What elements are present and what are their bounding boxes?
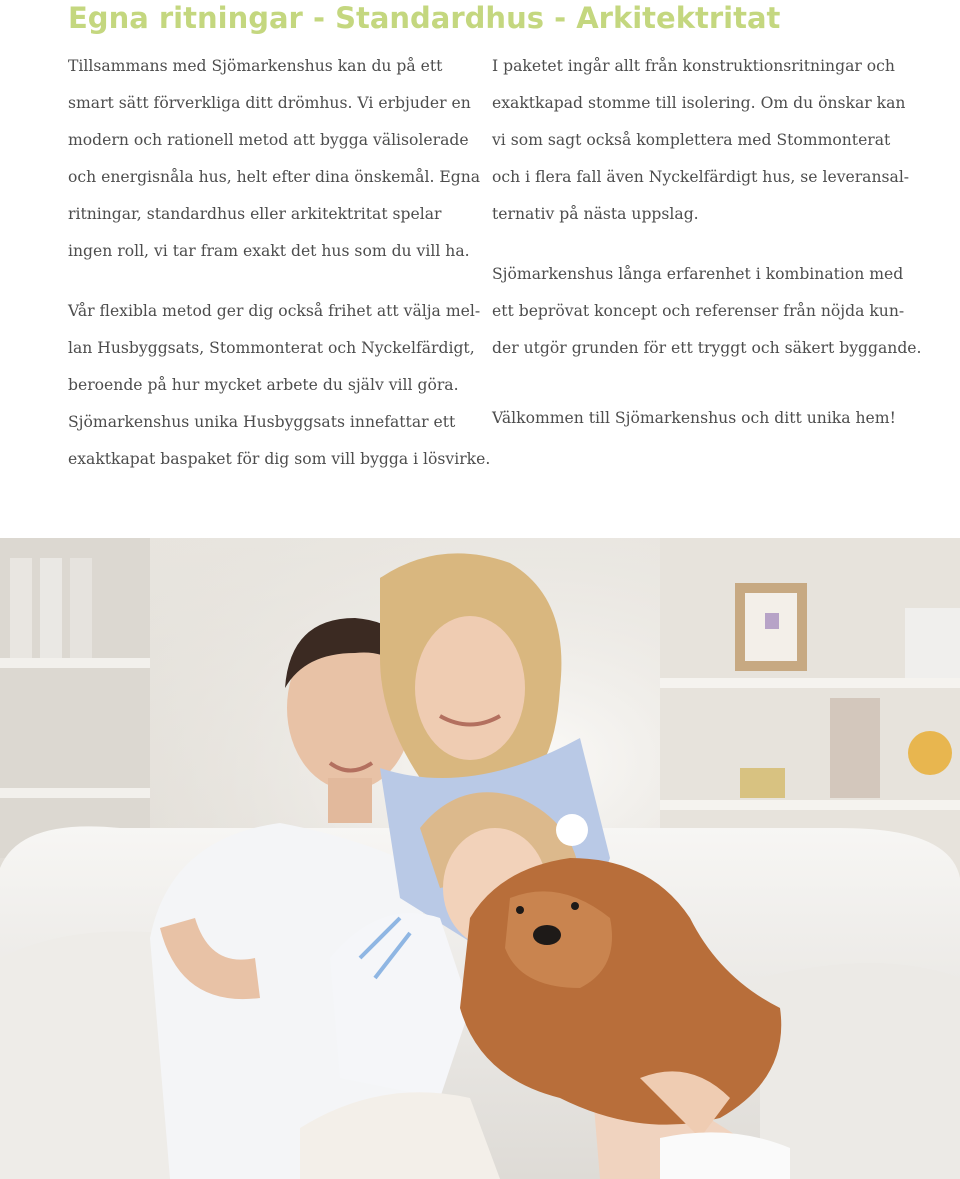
welcome-paragraph: [492, 400, 896, 437]
text-line: Vår flexibla metod ger dig också frihet att välja mel-: [68, 302, 481, 320]
text-line: och i flera fall även Nyckelfärdigt hus, se leveransal-: [492, 168, 910, 186]
experience-paragraph: [492, 256, 922, 367]
family-photo-icon: [0, 538, 960, 1179]
text-line: smart sätt förverkliga ditt drömhus. Vi erbjuder en: [68, 94, 471, 112]
text-line: ternativ på nästa uppslag.: [492, 205, 699, 223]
family-photo: [0, 538, 960, 1179]
text-line: Välkommen till Sjömarkenshus och ditt unika hem!: [492, 409, 896, 427]
text-line: och energisnåla hus, helt efter dina önskemål. Egna: [68, 168, 481, 186]
text-line: beroende på hur mycket arbete du själv vill göra.: [68, 376, 459, 394]
page-title: Egna ritningar - Standardhus - Arkitektritat: [68, 1, 781, 35]
text-line: modern och rationell metod att bygga välisolerade: [68, 131, 469, 149]
text-line: lan Husbyggsats, Stommonterat och Nyckelfärdigt,: [68, 339, 475, 357]
intro-paragraph: [68, 48, 481, 270]
text-line: ritningar, standardhus eller arkitektritat spelar: [68, 205, 442, 223]
text-line: ingen roll, vi tar fram exakt det hus som du vill ha.: [68, 242, 470, 260]
text-line: exaktkapat baspaket för dig som vill bygga i lösvirke.: [68, 450, 491, 468]
text-line: Sjömarkenshus långa erfarenhet i kombination med: [492, 265, 904, 283]
text-line: der utgör grunden för ett tryggt och säkert byggande.: [492, 339, 922, 357]
text-line: I paketet ingår allt från konstruktionsritningar och: [492, 57, 895, 75]
right-column: [492, 48, 922, 437]
method-paragraph: [68, 293, 491, 478]
package-paragraph: [492, 48, 910, 233]
text-line: vi som sagt också komplettera med Stommonterat: [492, 131, 891, 149]
text-line: exaktkapad stomme till isolering. Om du önskar kan: [492, 94, 906, 112]
text-line: Sjömarkenshus unika Husbyggsats innefattar ett: [68, 413, 456, 431]
text-line: ett beprövat koncept och referenser från nöjda kun-: [492, 302, 905, 320]
text-line: Tillsammans med Sjömarkenshus kan du på ett: [68, 57, 443, 75]
left-column: [68, 48, 491, 478]
